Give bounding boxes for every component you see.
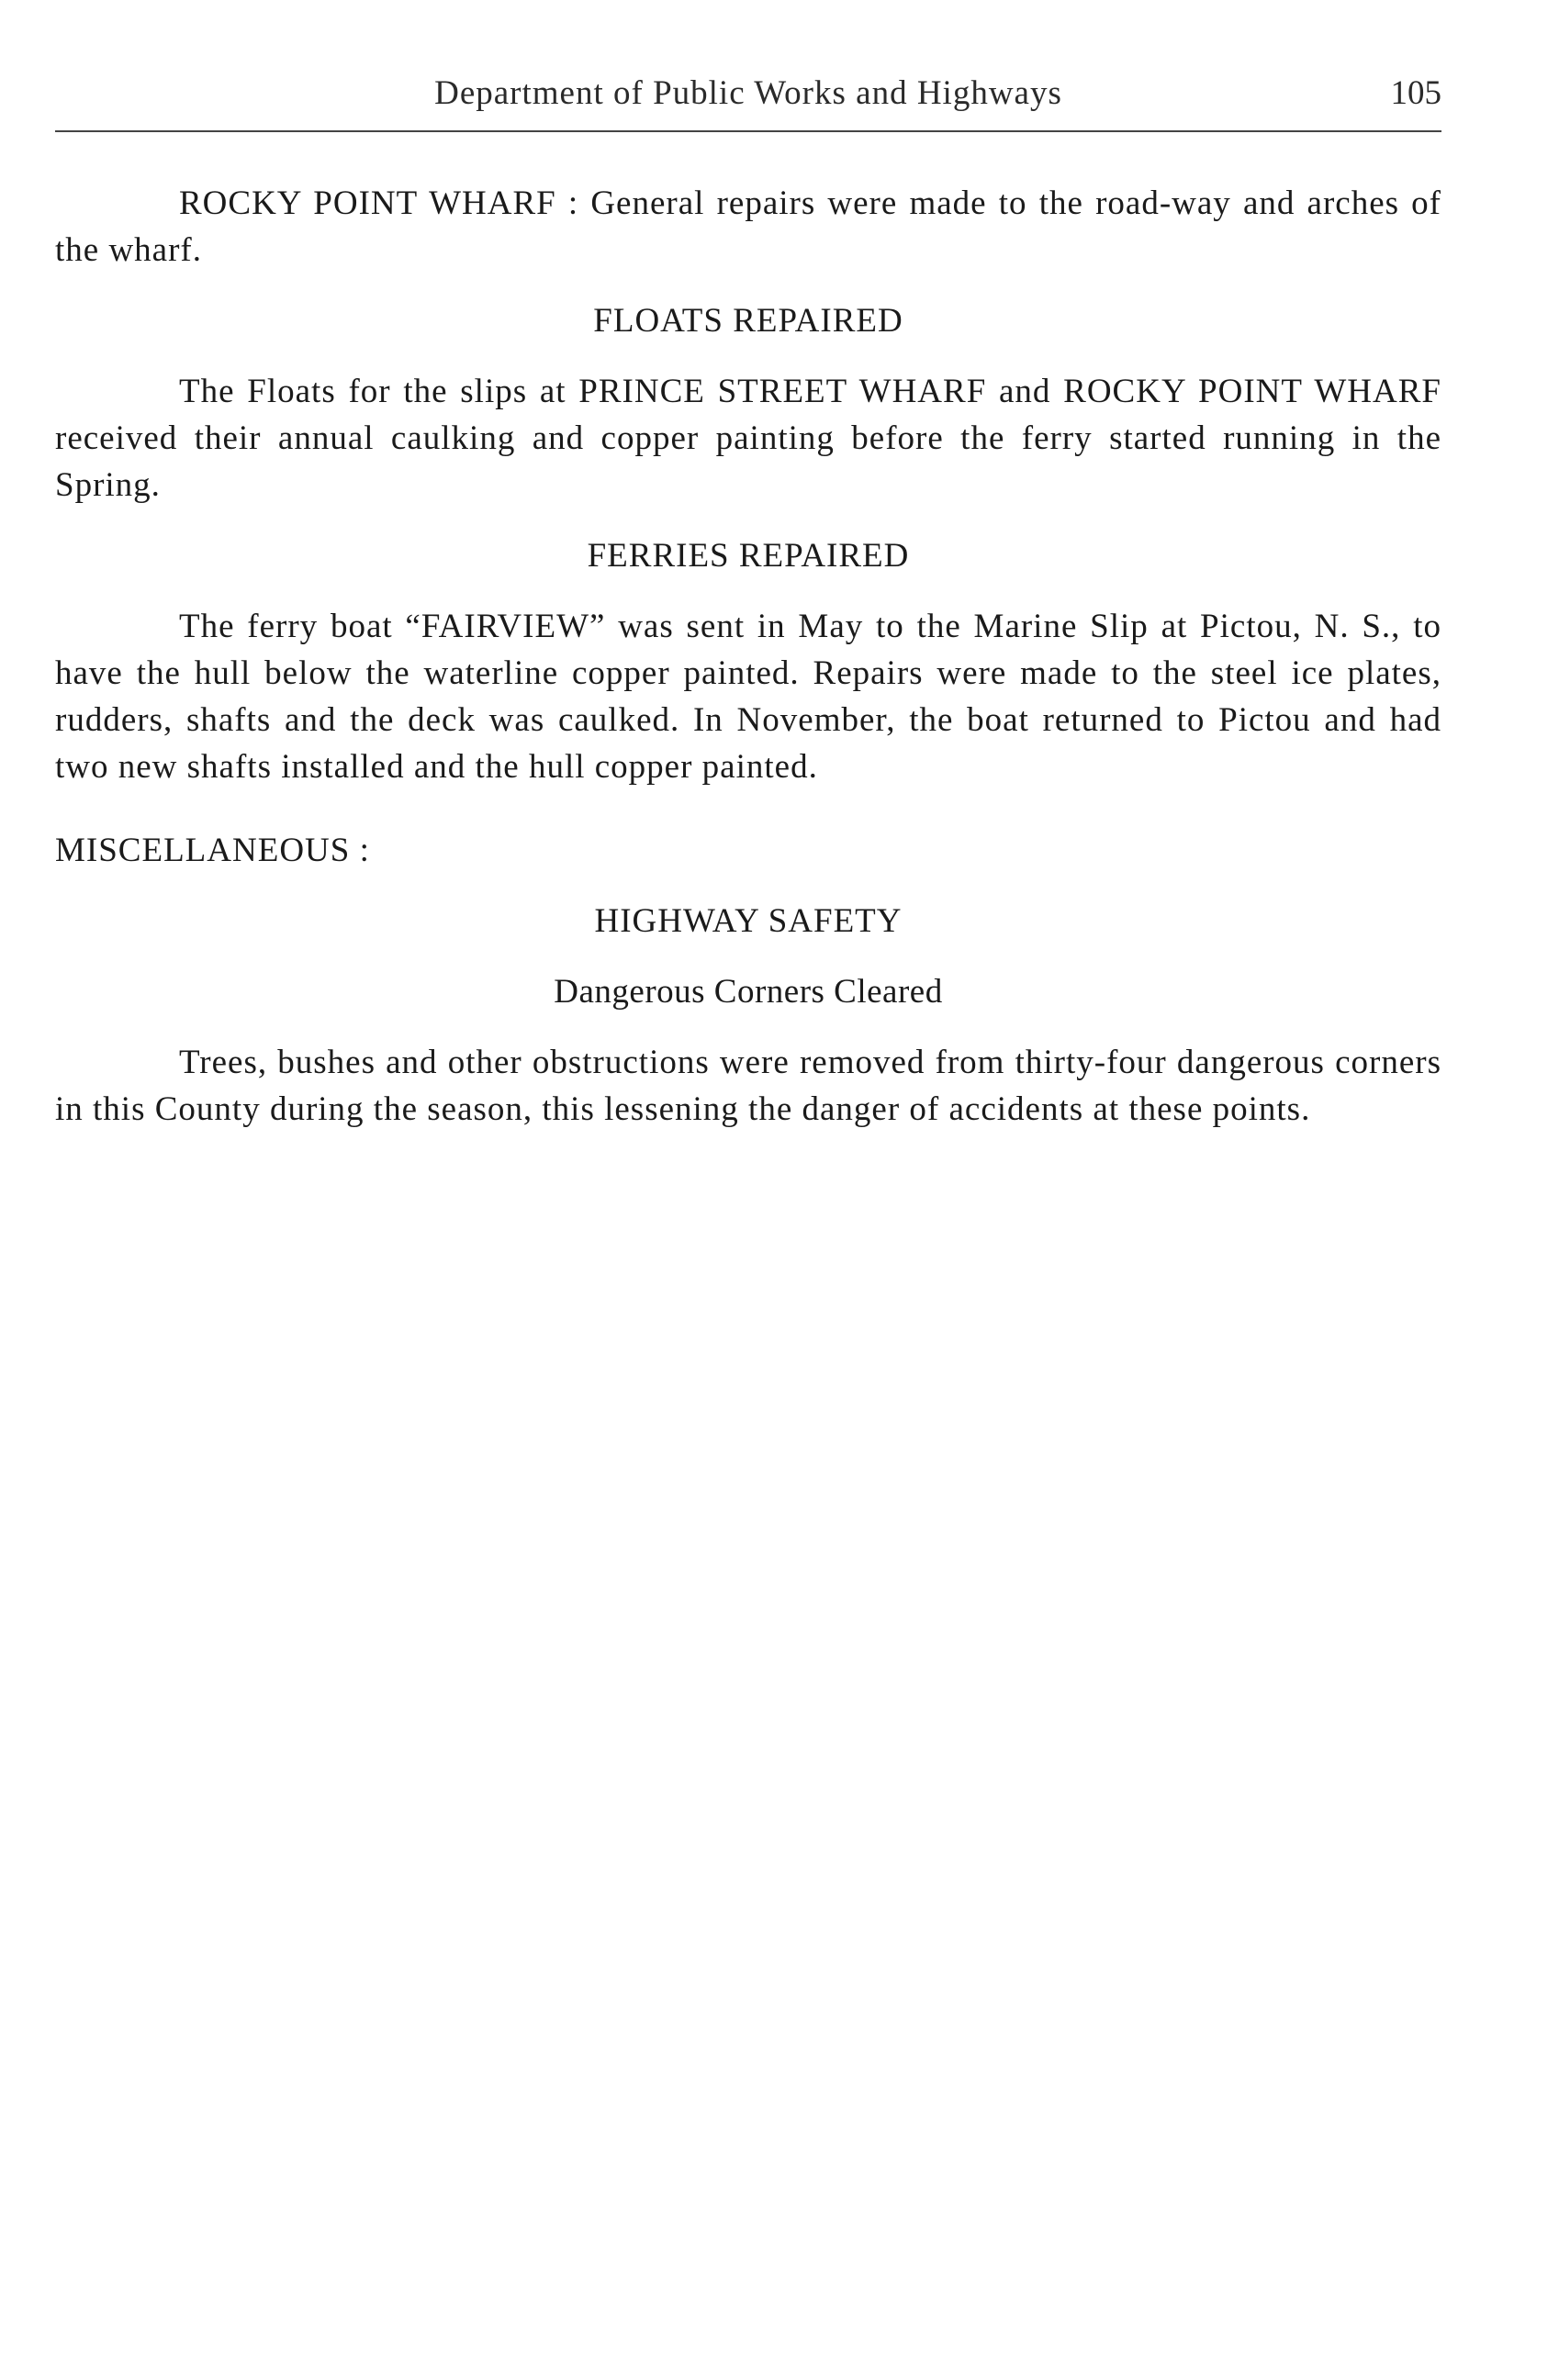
header-rule <box>55 130 1441 132</box>
ferries-paragraph: The ferry boat “FAIRVIEW” was sent in May to the Marine Slip at Pictou, N. S., to have the hull below the waterline copper painted. Repairs were made to the steel ice plates, rudders, shafts and the deck was caulked. In November, the boat returned to Pictou and had two new shafts installed and the hull copper painted. <box>55 608 1441 786</box>
highway-safety-paragraph: Trees, bushes and other obstructions were removed from thirty-four dangerous corners in this County during the season, this lessening the danger of accidents at these points. <box>55 1044 1441 1128</box>
highway-safety-heading: HIGHWAY SAFETY <box>594 902 903 940</box>
ferries-heading: FERRIES REPAIRED <box>587 537 910 575</box>
rocky-point-text: General repairs were made to the road-way and arches of the wharf. <box>55 184 1442 269</box>
dangerous-corners-subheading: Dangerous Corners Cleared <box>554 973 943 1011</box>
rocky-point-paragraph <box>55 180 1441 274</box>
miscellaneous-label: MISCELLANEOUS : <box>55 832 370 869</box>
rocky-point-lead: ROCKY POINT WHARF : <box>179 184 579 222</box>
page-number: 105 <box>1390 74 1441 112</box>
floats-heading: FLOATS REPAIRED <box>593 302 903 340</box>
floats-paragraph: The Floats for the slips at PRINCE STREET WHARF and ROCKY POINT WHARF received their annual caulking and copper painting before the ferry started running in the Spring. <box>55 373 1441 504</box>
header-title: Department of Public Works and Highways <box>434 74 1062 112</box>
running-header <box>55 73 1441 125</box>
page-body <box>55 180 1441 1133</box>
